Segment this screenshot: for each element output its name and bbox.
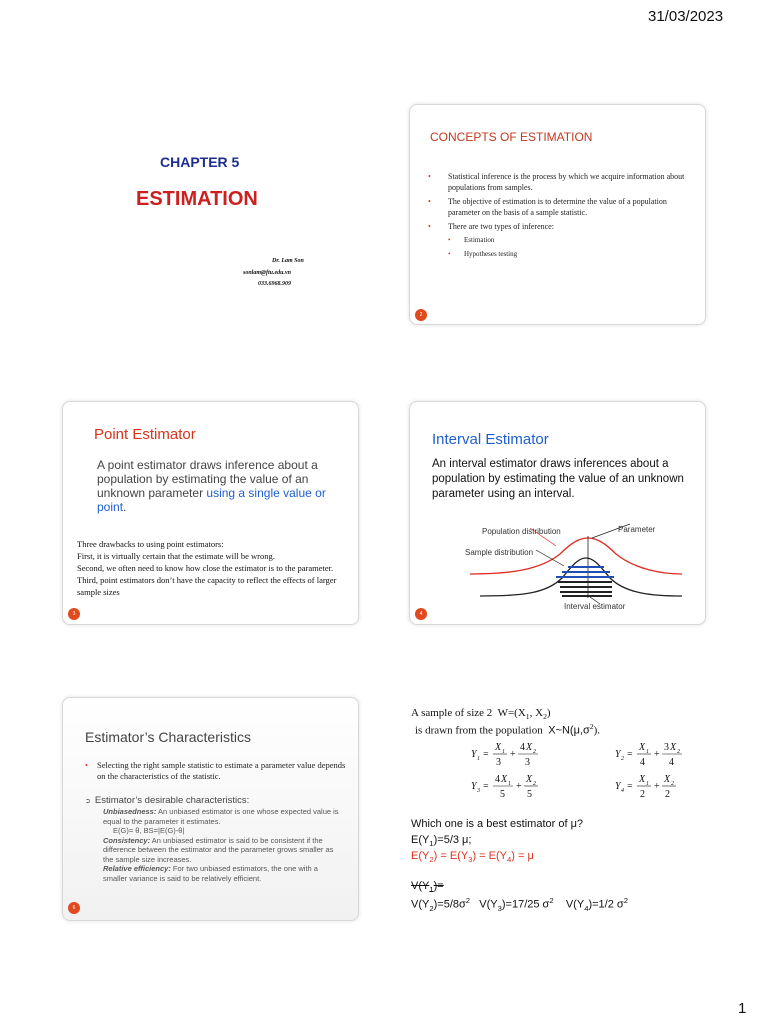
- slide2-bullets: [428, 171, 688, 260]
- svg-text:X: X: [526, 742, 533, 753]
- consistency-block: [103, 836, 343, 865]
- svg-text:1: 1: [646, 749, 649, 755]
- page-number: 1: [738, 1000, 747, 1017]
- unbiased-label: Unbiasedness:: [103, 807, 157, 816]
- svg-text:4: 4: [495, 774, 500, 785]
- slide4-text: An interval estimator draws inferences about a population by estimating the value of an unknown parameter using an interval.: [432, 458, 684, 500]
- variance-rest: $V(Y_2)=5/8\sigma^2$ $V(Y_3)=17/25$ $\sigma^2$ $V(Y_4)=1/2$ $\sigma^2$: [411, 896, 628, 913]
- svg-text:X: X: [639, 742, 646, 753]
- interval-bar: [568, 566, 604, 568]
- slide5-desirable: Estimator’s desirable characteristics:: [94, 795, 250, 806]
- slide5-title: Estimator’s Characteristics: [85, 729, 251, 745]
- interval-bar: [562, 571, 610, 573]
- unbiased-text: An unbiased estimator is one whose expected value is equal to the parameter it estimates.: [103, 807, 339, 826]
- svg-text:4: 4: [520, 742, 525, 753]
- svg-text:1: 1: [508, 781, 511, 787]
- slide3-line: Three drawbacks to using point estimators:: [77, 539, 224, 549]
- slide3-intro-text: A point estimator draws inference about a population by estimating the value of an unknown parameter: [97, 458, 318, 500]
- author-email: sonlam@ftu.edu.vn: [243, 270, 291, 276]
- slide3-intro: [97, 458, 342, 514]
- slide2-subbullet: • Hypotheses testing: [428, 249, 688, 260]
- svg-text:1: 1: [502, 749, 505, 755]
- svg-text:=: =: [483, 749, 489, 760]
- svg-text:X: X: [495, 742, 502, 753]
- sample-pointer: [536, 550, 564, 566]
- efficiency-text: For two unbiased estimators, the one with a smaller variance is said to be relatively efficient.: [103, 864, 318, 883]
- arrow-bullet-icon: ➲: [85, 798, 91, 805]
- svg-text:1: 1: [477, 756, 480, 762]
- svg-text:X: X: [639, 774, 646, 785]
- slide2-subbullet: • Estimation: [428, 235, 688, 246]
- svg-text:3: 3: [664, 742, 669, 753]
- page-date: 31/03/2023: [648, 8, 724, 25]
- slide4-number: 4: [415, 608, 427, 620]
- slide4-title: Interval Estimator: [432, 431, 549, 448]
- svg-text:3: 3: [496, 757, 501, 768]
- svg-text:+: +: [654, 749, 660, 760]
- svg-text:4: 4: [621, 788, 624, 794]
- slide2-bullet: • Statistical inference is the process by which we acquire information about populations from samples.: [428, 171, 688, 193]
- chapter-label: CHAPTER 5: [160, 154, 240, 170]
- consistency-label: Consistency:: [103, 835, 151, 845]
- variance-y1: $V(Y_1)=$: [411, 880, 444, 895]
- slide5-number: 6: [68, 902, 80, 914]
- interval-bar: [560, 591, 612, 593]
- svg-text:4: 4: [640, 757, 645, 768]
- svg-text:2: 2: [621, 756, 624, 762]
- slide3-line: Second, we often need to know how close the estimator is to the parameter.: [77, 563, 334, 573]
- svg-text:2: 2: [640, 789, 645, 800]
- slide3-number: 3: [68, 608, 80, 620]
- svg-text:1: 1: [646, 781, 649, 787]
- slide3-intro-highlight: using a single value or point: [97, 486, 326, 514]
- label-parameter: Parameter: [618, 525, 656, 534]
- svg-text:=: =: [627, 781, 633, 792]
- slide3-line: First, it is virtually certain that the estimate will be wrong.: [77, 551, 275, 561]
- svg-text:X: X: [670, 742, 677, 753]
- slide2-bullet: • The objective of estimation is to determine the value of a population parameter on the basis of a sample statistic.: [428, 196, 688, 218]
- svg-text:=: =: [627, 749, 633, 760]
- slide-best-estimator: [405, 697, 705, 919]
- svg-text:5: 5: [527, 789, 532, 800]
- efficiency-label: Relative efficiency:: [103, 864, 171, 873]
- svg-text:Y: Y: [615, 781, 621, 792]
- svg-text:2: 2: [677, 749, 680, 755]
- svg-text:X: X: [501, 774, 508, 785]
- svg-text:+: +: [510, 749, 516, 760]
- svg-text:5: 5: [500, 789, 505, 800]
- label-sample: Sample distribution: [465, 548, 534, 557]
- best-estimator-question: Which one is a best estimator of μ?: [411, 818, 584, 830]
- slide3-drawbacks: [77, 538, 347, 598]
- svg-text:4: 4: [669, 757, 674, 768]
- label-interval: Interval estimator: [564, 602, 626, 611]
- slide5-bullet: • Selecting the right sample statistic to estimate a parameter value depends on the characteristics of the statistic.: [85, 760, 355, 782]
- slide3-title: Point Estimator: [94, 426, 196, 443]
- label-population: Population distribution: [482, 527, 561, 536]
- expectation-rest: $E(Y_2) = E(Y_3) = E(Y_4) = \mu$: [411, 850, 534, 865]
- sample-line: A sample of size 2 $W=(X_1$, $X_2$): [411, 707, 551, 722]
- chapter-title: ESTIMATION: [136, 188, 258, 210]
- population-line: is drawn from the population $X\sim N(\mu,\sigma^2)$.: [415, 722, 601, 737]
- slide2-bullet: • There are two types of inference:: [428, 221, 688, 232]
- svg-text:+: +: [654, 781, 660, 792]
- slide-title-chapter: [62, 104, 347, 326]
- svg-text:2: 2: [533, 781, 536, 787]
- svg-text:X: X: [526, 774, 533, 785]
- interval-bar: [556, 576, 614, 578]
- slide3-intro-end: .: [123, 500, 127, 514]
- slide-point-estimator: [62, 401, 359, 625]
- author-name: Dr. Lam Son: [272, 258, 304, 264]
- slide-interval-estimator: [409, 401, 706, 625]
- consistency-text: An unbiased estimator is said to be consistent if the difference between the estimator and the parameter grows smaller as the sample size increases.: [103, 835, 334, 864]
- svg-text:3: 3: [525, 757, 530, 768]
- interval-bar: [562, 595, 612, 597]
- expectation-y1: $E(Y_1)=5/3$ μ;: [411, 834, 472, 849]
- slide2-title: CONCEPTS OF ESTIMATION: [430, 130, 593, 144]
- svg-text:2: 2: [665, 789, 670, 800]
- svg-text:3: 3: [477, 788, 480, 794]
- svg-text:Y: Y: [615, 749, 621, 760]
- interval-bar: [560, 586, 612, 588]
- efficiency-block: [103, 864, 343, 883]
- svg-text:2: 2: [671, 781, 674, 787]
- svg-text:+: +: [516, 781, 522, 792]
- estimator-formulas: [465, 735, 705, 805]
- interval-bar: [558, 581, 612, 583]
- unbiased-formula: E(G)= θ, BS=|E(G)-θ|: [113, 826, 185, 835]
- svg-text:Y: Y: [471, 781, 477, 792]
- slide-concepts: [409, 104, 706, 325]
- slide-estimator-characteristics: [62, 697, 359, 921]
- slide5-details: [103, 807, 343, 883]
- slide5-desirable-row: [85, 795, 249, 806]
- svg-text:Y: Y: [471, 749, 477, 760]
- svg-text:X: X: [664, 774, 671, 785]
- svg-text:=: =: [483, 781, 489, 792]
- slide2-number: 2: [415, 309, 427, 321]
- svg-text:2: 2: [533, 749, 536, 755]
- author-phone: 033.6968.909: [258, 281, 291, 287]
- unbiasedness-block: [103, 807, 343, 836]
- slide3-line: Third, point estimators don’t have the capacity to reflect the effects of larger sample sizes: [77, 575, 337, 597]
